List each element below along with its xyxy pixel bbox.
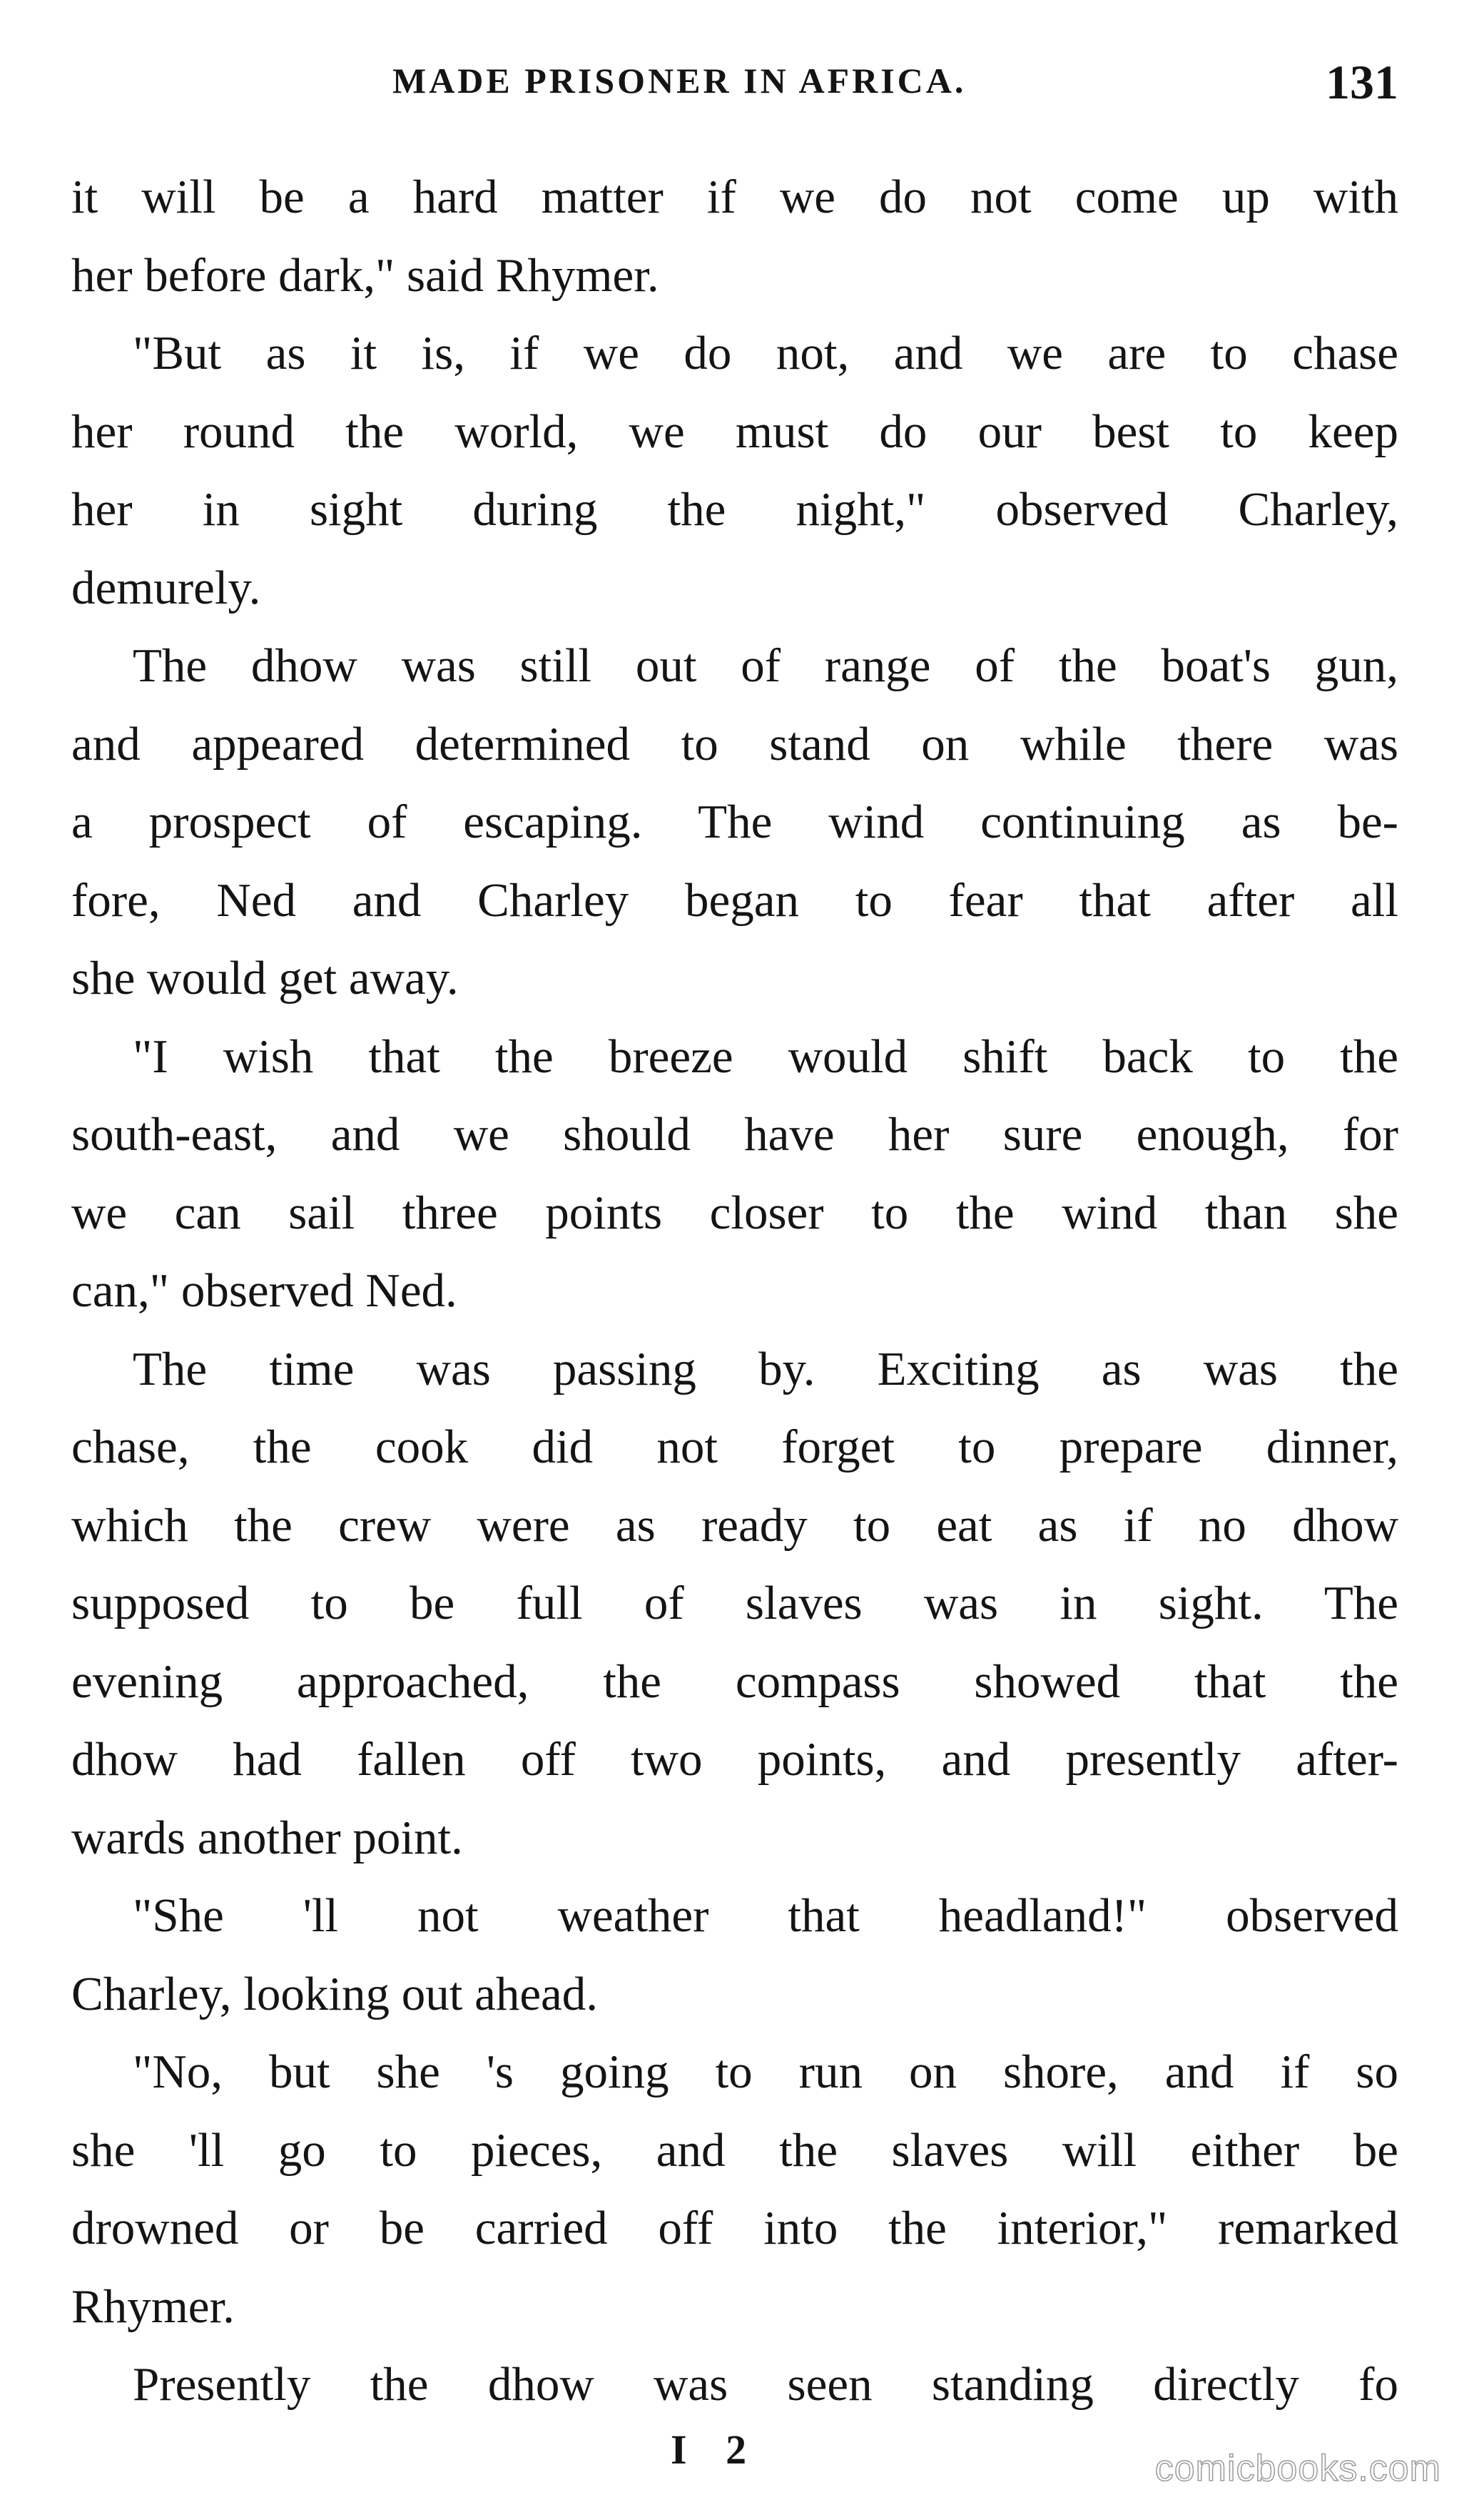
text-line: evening approached, the compass showed that the: [71, 1654, 1398, 1708]
text-line: Rhymer.: [71, 2279, 235, 2333]
text-line: "No, but she 's going to run on shore, and if so: [133, 2045, 1398, 2098]
page-number: 131: [1326, 55, 1398, 109]
text-line: dhow had fallen off two points, and presently after-: [71, 1733, 1398, 1786]
running-title: MADE PRISONER IN AFRICA.: [392, 61, 967, 101]
text-line: Charley, looking out ahead.: [71, 1967, 599, 2020]
text-line: we can sail three points closer to the wind than she: [71, 1186, 1398, 1239]
text-line: demurely.: [71, 561, 261, 614]
text-line: supposed to be full of slaves was in sight. The: [71, 1577, 1398, 1629]
text-line: her before dark," said Rhymer.: [71, 248, 659, 302]
text-line: fore, Ned and Charley began to fear that after all: [71, 873, 1398, 927]
text-line: it will be a hard matter if we do not come up with: [71, 171, 1398, 223]
signature-mark: I 2: [671, 2426, 761, 2473]
text-line: The time was passing by. Exciting as was the: [133, 1342, 1398, 1395]
text-line: south-east, and we should have her sure enough, for: [71, 1108, 1398, 1161]
text-line: chase, the cook did not forget to prepare dinner,: [71, 1420, 1398, 1473]
text-line: "But as it is, if we do not, and we are to chase: [133, 327, 1398, 380]
text-line: The dhow was still out of range of the boat's gun,: [133, 639, 1398, 692]
text-line: can," observed Ned.: [71, 1264, 457, 1317]
text-line: Presently the dhow was seen standing directly fo: [133, 2358, 1398, 2411]
text-line: a prospect of escaping. The wind continuing as be-: [71, 795, 1398, 848]
text-line: drowned or be carried off into the interior," remarked: [71, 2202, 1398, 2254]
text-line: her round the world, we must do our best to keep: [71, 405, 1398, 458]
text-line: "She 'll not weather that headland!" observed: [133, 1889, 1398, 1942]
text-line: which the crew were as ready to eat as if no dhow: [71, 1498, 1398, 1552]
text-line: she 'll go to pieces, and the slaves will either be: [71, 2123, 1398, 2177]
text-line: her in sight during the night," observed Charley,: [71, 483, 1398, 536]
text-line: wards another point.: [71, 1811, 463, 1864]
text-line: and appeared determined to stand on while there was: [71, 717, 1398, 771]
body-text: [71, 158, 1398, 2424]
watermark: comicbooks.com: [1154, 2448, 1441, 2489]
text-line: "I wish that the breeze would shift back to the: [133, 1029, 1398, 1083]
running-head: [71, 56, 1398, 113]
text-line: she would get away.: [71, 952, 459, 1005]
